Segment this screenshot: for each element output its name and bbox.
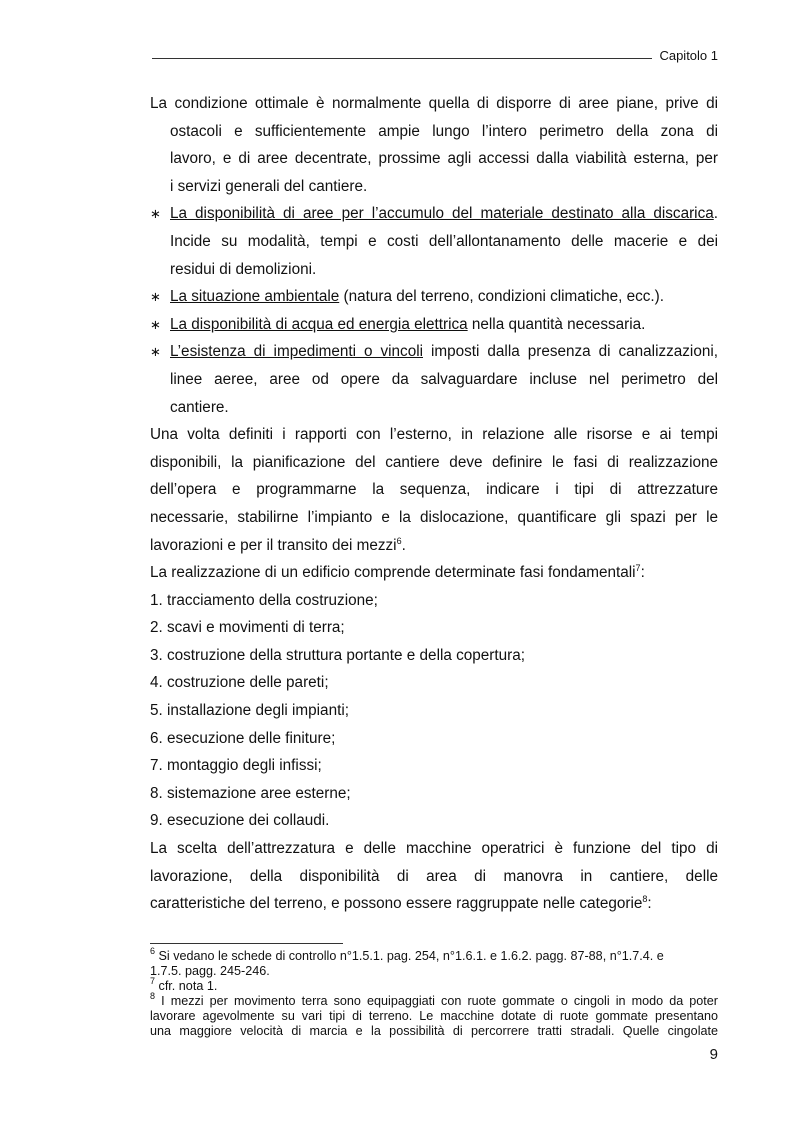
header-rule (152, 58, 652, 59)
text-line: disponibili, la pianificazione del cantiere deve definire le fasi di realizzazione (150, 453, 718, 471)
text-line: La scelta dell’attrezzatura e delle macchine operatrici è funzione del tipo di (150, 840, 718, 858)
bullet-icon: ∗ (150, 344, 161, 360)
footnote (150, 976, 718, 994)
text-line: ostacoli e sufficientemente ampie lungo l’intero perimetro della zona di (170, 122, 718, 140)
footnote-text: una maggiore velocità di marcia e la possibilità di percorrere tratti stradali. Quelle cingolate (150, 1024, 718, 1038)
bullet-text: nella quantità necessaria. (467, 315, 646, 333)
list-item: 2. scavi e movimenti di terra; (150, 619, 345, 637)
list-item: 6. esecuzione delle finiture; (150, 729, 336, 747)
text-line: necessarie, stabilirne l’impianto e la dislocazione, quantificare gli spazi per le (150, 508, 718, 526)
footnote-text: 1.7.5. pagg. 245-246. (150, 964, 270, 978)
text-fragment: . (401, 536, 406, 554)
bullet-item (150, 311, 718, 339)
list-item: 8. sistemazione aree esterne; (150, 784, 351, 802)
page-number: 9 (709, 1046, 718, 1063)
text-line: dell’opera e programmarne la sequenza, indicare i tipi di attrezzature (150, 481, 718, 499)
footnote-ref: 7 (635, 563, 641, 574)
bullet-item (150, 200, 718, 228)
footnote (150, 946, 718, 964)
bullet-text: imposti dalla presenza di canalizzazioni, (423, 343, 718, 361)
text-line: lavorazione, della disponibilità di area di manovra in cantiere, delle (150, 867, 718, 885)
text-line (150, 532, 718, 560)
text-fragment: lavorazioni e per il transito dei mezzi (150, 536, 397, 554)
text-line: i servizi generali del cantiere. (170, 177, 368, 195)
text-line: Incide su modalità, tempi e costi dell’allontanamento delle macerie e dei (170, 232, 718, 250)
text-fragment: caratteristiche del terreno, e possono essere raggruppate nelle categorie (150, 895, 643, 913)
text-fragment: La realizzazione di un edificio comprende determinate fasi fondamentali (150, 564, 636, 582)
text-line: Una volta definiti i rapporti con l’esterno, in relazione alle risorse e ai tempi (150, 426, 718, 444)
bullet-heading: La situazione ambientale (170, 288, 340, 306)
text-fragment: : (647, 895, 652, 913)
footnote-number: 8 (150, 991, 156, 1001)
list-item: 3. costruzione della struttura portante e della copertura; (150, 646, 525, 664)
footnote-text: I mezzi per movimento terra sono equipaggiati con ruote gommate o cingoli in modo da poter (161, 994, 718, 1008)
body-text (150, 90, 718, 918)
text-line: cantiere. (170, 398, 229, 416)
footnote-number: 7 (150, 976, 156, 986)
bullet-icon: ∗ (150, 289, 161, 305)
bullet-item (150, 338, 718, 366)
bullet-icon: ∗ (150, 206, 161, 222)
text-line: residui di demolizioni. (170, 260, 317, 278)
bullet-heading: La disponibilità di aree per l’accumulo del materiale destinato alla discarica (170, 205, 714, 223)
list-item: 5. installazione degli impianti; (150, 702, 349, 720)
text-fragment: : (640, 564, 645, 582)
text-line (150, 559, 718, 587)
text-line: lavoro, e di aree decentrate, prossime agli accessi dalla viabilità esterna, per (170, 150, 718, 168)
list-item: 4. costruzione delle pareti; (150, 674, 329, 692)
bullet-item (150, 283, 718, 311)
footnote-ref: 8 (642, 894, 648, 905)
footnote-text: lavorare agevolmente su vari tipi di terreno. Le macchine dotate di ruote gommate presentano (150, 1009, 718, 1023)
footnote (150, 991, 718, 1009)
bullet-text: (natura del terreno, condizioni climatiche, ecc.). (339, 288, 665, 306)
bullet-heading: L’esistenza di impedimenti o vincoli (170, 343, 423, 361)
list-item: 9. esecuzione dei collaudi. (150, 812, 330, 830)
text-line: linee aeree, aree od opere da salvaguardare incluse nel perimetro del (170, 370, 718, 388)
list-item: 7. montaggio degli infissi; (150, 757, 322, 775)
bullet-icon: ∗ (150, 316, 161, 332)
bullet-text: . (713, 205, 718, 223)
text-line (150, 890, 718, 918)
footnotes (150, 946, 718, 1039)
text-line: La condizione ottimale è normalmente quella di disporre di aree piane, prive di (150, 95, 718, 112)
footnote-number: 6 (150, 946, 156, 956)
chapter-title: Capitolo 1 (659, 48, 718, 63)
list-item: 1. tracciamento della costruzione; (150, 591, 378, 609)
footnote-ref: 6 (396, 535, 402, 546)
footnote-text: Si vedano le schede di controllo n°1.5.1. pag. 254, n°1.6.1. e 1.6.2. pagg. 87-88, n°1.7.4. e (158, 949, 664, 963)
footnote-text: cfr. nota 1. (158, 979, 218, 993)
footnote-rule (150, 943, 343, 944)
bullet-heading: La disponibilità di acqua ed energia elettrica (170, 315, 468, 333)
